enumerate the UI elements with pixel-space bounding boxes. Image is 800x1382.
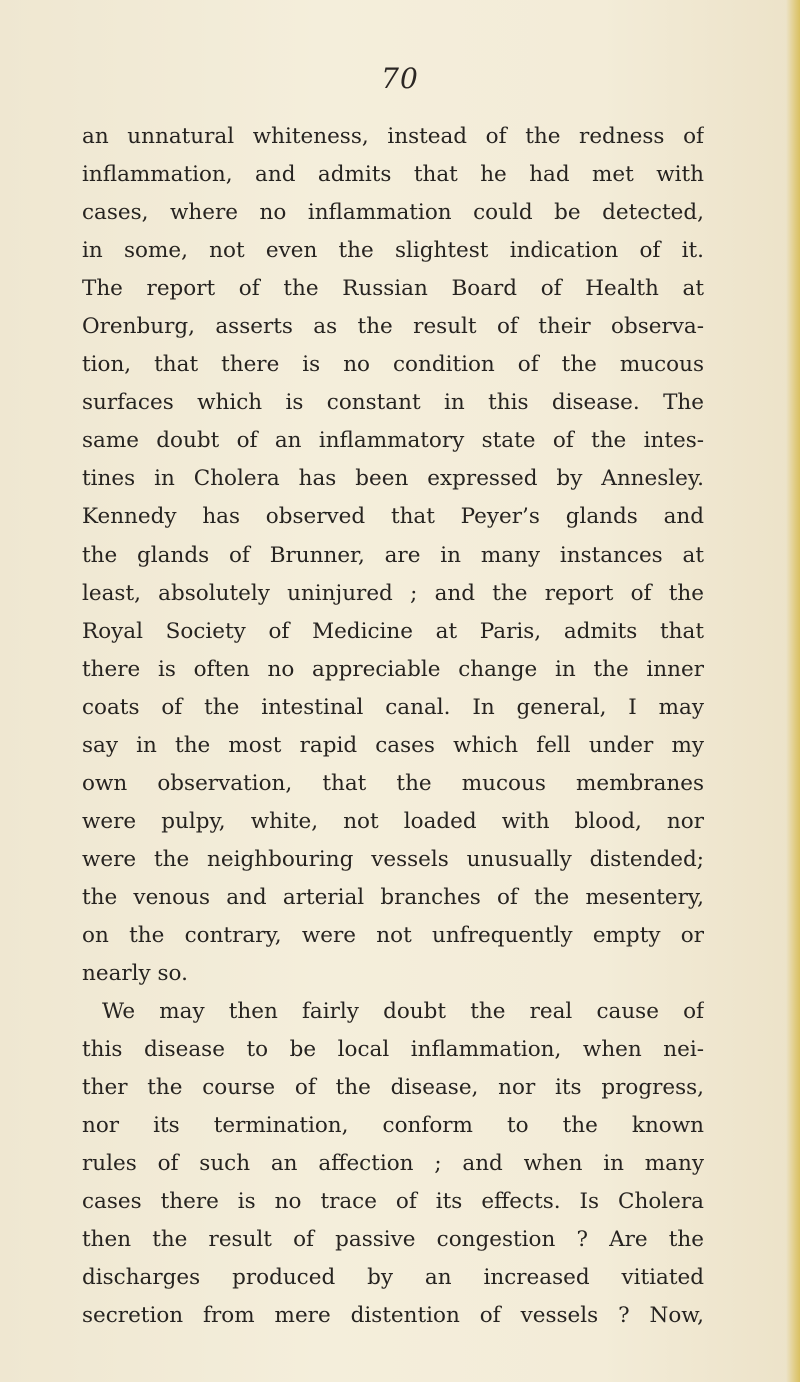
text-line: The report of the Russian Board of Health at bbox=[82, 276, 704, 302]
text-line: an unnatural whiteness, instead of the redness of bbox=[82, 124, 704, 149]
text-line: own observation, that the mucous membranes bbox=[82, 770, 704, 796]
text-line: were the neighbouring vessels unusually distended; bbox=[82, 846, 704, 872]
text-line: least, absolutely uninjured ; and the report of the bbox=[82, 580, 704, 606]
text-line: surfaces which is constant in this disease. The bbox=[82, 390, 704, 416]
text-line: inflammation, and admits that he had met with bbox=[82, 162, 704, 188]
text-line: Kennedy has observed that Peyer’s glands and bbox=[82, 504, 704, 530]
text-line: the glands of Brunner, are in many instances at bbox=[82, 542, 704, 568]
text-line: were pulpy, white, not loaded with blood, nor bbox=[82, 808, 704, 834]
page-number: 70 bbox=[381, 62, 419, 95]
paragraph-end-line: nearly so. bbox=[82, 961, 188, 987]
text-line: this disease to be local inflammation, when nei- bbox=[82, 1037, 704, 1063]
text-line: tines in Cholera has been expressed by Annesley. bbox=[82, 466, 704, 492]
paragraph-start-line: We may then fairly doubt the real cause of bbox=[102, 999, 704, 1025]
text-line: secretion from mere distention of vessels ? Now, bbox=[82, 1303, 704, 1329]
text-line: ther the course of the disease, nor its progress, bbox=[82, 1075, 704, 1101]
text-line: on the contrary, were not unfrequently empty or bbox=[82, 922, 704, 948]
text-line: cases, where no inflammation could be detected, bbox=[82, 200, 704, 226]
text-line: nor its termination, conform to the known bbox=[82, 1113, 704, 1139]
text-line: in some, not even the slightest indication of it. bbox=[82, 238, 704, 264]
text-line: Royal Society of Medicine at Paris, admits that bbox=[82, 618, 704, 644]
text-line: say in the most rapid cases which fell under my bbox=[82, 732, 704, 758]
page-edge bbox=[786, 0, 800, 1382]
text-line: tion, that there is no condition of the mucous bbox=[82, 352, 704, 378]
text-line: the venous and arterial branches of the mesentery, bbox=[82, 884, 704, 910]
text-line: Orenburg, asserts as the result of their observa- bbox=[82, 314, 704, 340]
text-line: then the result of passive congestion ? Are the bbox=[82, 1227, 704, 1253]
text-line: there is often no appreciable change in the inner bbox=[82, 656, 704, 682]
body-text bbox=[82, 118, 704, 1336]
text-line: discharges produced by an increased vitiated bbox=[82, 1265, 704, 1291]
text-line: cases there is no trace of its effects. Is Cholera bbox=[82, 1189, 704, 1215]
text-line: coats of the intestinal canal. In general, I may bbox=[82, 694, 704, 720]
text-line: rules of such an affection ; and when in many bbox=[82, 1151, 704, 1177]
text-line: same doubt of an inflammatory state of the intes- bbox=[82, 428, 704, 454]
